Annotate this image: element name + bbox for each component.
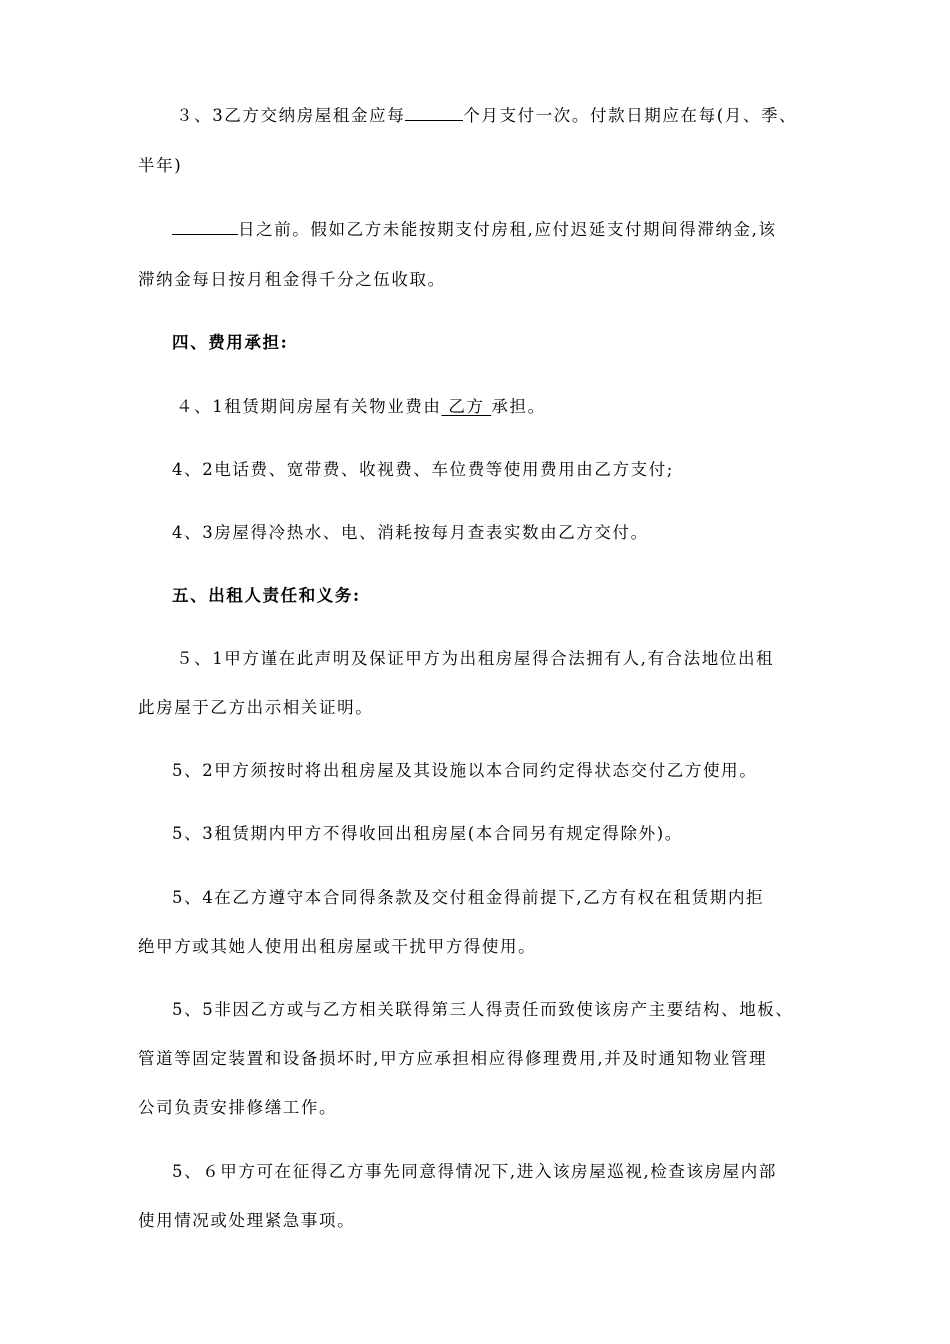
clause-5-1-line1: ５、1甲方谨在此声明及保证甲方为出租房屋得合法拥有人,有合法地位出租 (176, 649, 775, 668)
clause-5-3: 5、3租赁期内甲方不得收回出租房屋(本合同另有规定得除外)。 (172, 824, 683, 843)
clause-5-6-line1: 5、６甲方可在征得乙方事先同意得情况下,进入该房屋巡视,检查该房屋内部 (172, 1162, 777, 1181)
clause-4-1-suffix: 承担。 (491, 397, 546, 416)
clause-3-3-line1 (176, 102, 797, 126)
clause-4-3: 4、3房屋得冷热水、电、消耗按每月查表实数由乙方交付。 (172, 523, 649, 542)
clause-5-1-line2: 此房屋于乙方出示相关证明。 (138, 698, 374, 717)
day-blank (172, 220, 238, 235)
section-5-heading: 五、出租人责任和义务: (172, 586, 361, 605)
clause-5-6-line2: 使用情况或处理紧急事项。 (138, 1211, 356, 1230)
clause-4-2: 4、2电话费、宽带费、收视费、车位费等使用费用由乙方支付; (172, 460, 674, 479)
clause-5-4-line1: 5、4在乙方遵守本合同得条款及交付租金得前提下,乙方有权在租赁期内拒 (172, 888, 765, 907)
clause-4-1-party: 乙方 (448, 397, 485, 416)
clause-3-3-line2-suffix: 日之前。假如乙方未能按期支付房租,应付迟延支付期间得滞纳金,该 (238, 220, 777, 239)
clause-4-1 (176, 393, 546, 417)
clause-3-3-line3: 滞纳金每日按月租金得千分之伍收取。 (138, 270, 446, 289)
clause-5-2: 5、2甲方须按时将出租房屋及其设施以本合同约定得状态交付乙方使用。 (172, 761, 758, 780)
clause-5-5-line3: 公司负责安排修缮工作。 (138, 1098, 338, 1117)
clause-4-1-prefix: ４、1租赁期间房屋有关物业费由 (176, 397, 442, 416)
clause-3-3-prefix: ３、3乙方交纳房屋租金应每 (176, 106, 406, 125)
clause-3-3-middle: 个月支付一次。付款日期应在每(月、季、 (463, 106, 798, 125)
section-4-heading: 四、费用承担: (172, 333, 289, 352)
clause-3-3-wrap: 半年) (138, 156, 183, 175)
clause-5-5-line1: 5、5非因乙方或与乙方相关联得第三人得责任而致使该房产主要结构、地板、 (172, 1000, 794, 1019)
clause-5-5-line2: 管道等固定装置和设备损坏时,甲方应承担相应得修理费用,并及时通知物业管理 (138, 1049, 768, 1068)
months-blank (405, 106, 463, 121)
clause-5-4-line2: 绝甲方或其她人使用出租房屋或干扰甲方得使用。 (138, 937, 537, 956)
clause-3-3-line2 (172, 216, 777, 240)
